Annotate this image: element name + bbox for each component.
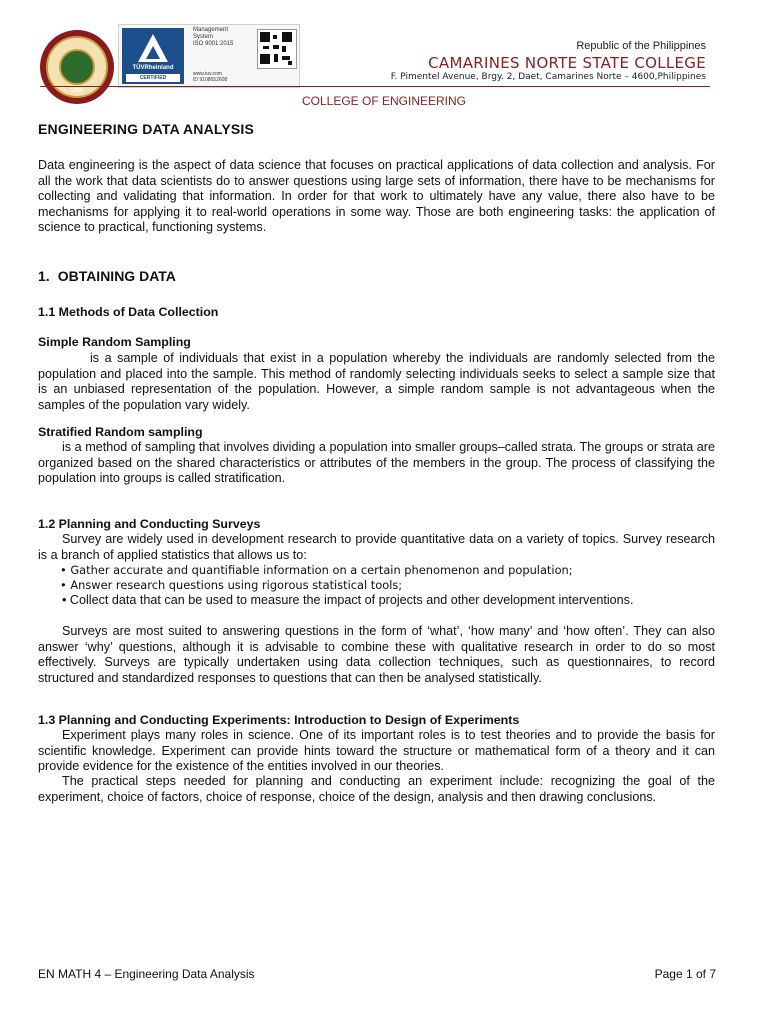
section-1-1-heading: 1.1 Methods of Data Collection	[38, 305, 219, 319]
qr-code-icon	[257, 29, 297, 69]
survey-bullet-3: • Collect data that can be used to measure the impact of projects and other development interventions.	[62, 593, 634, 607]
stratified-sampling-text: is a method of sampling that involves dividing a population into smaller groups–called strata. The groups or strata are organized based on the shared characteristics or attributes of the members in the group. The process of classifying the population into groups is called stratification.	[38, 440, 715, 485]
section-1-3-heading: 1.3 Planning and Conducting Experiments: Introduction to Design of Experiments	[38, 713, 520, 727]
header-divider	[40, 86, 710, 87]
simple-random-sampling-heading: Simple Random Sampling	[38, 335, 191, 349]
experiments-paragraph-2: The practical steps needed for planning and conducting an experiment include: recognizing the goal of the experiment, choice of factors, choice of response, choice of the design, analysis and then drawing conclusions.	[38, 774, 715, 804]
tuv-logo: TÜVRheinland CERTIFIED	[122, 28, 184, 84]
letterhead	[0, 0, 768, 120]
republic-label: Republic of the Philippines	[576, 40, 706, 52]
experiments-paragraph-1: Experiment plays many roles in science. One of its important roles is to test theories and to provide the basis for scientific knowledge. Experiment can provide hints toward the structure or mathematical form of a theory and it can provide evidence for the existence of the entities involved in our theories.	[38, 728, 715, 773]
department-name: COLLEGE OF ENGINEERING	[301, 94, 467, 108]
college-address: F. Pimentel Avenue, Brgy. 2, Daet, Camarines Norte – 4600,Philippines	[390, 72, 706, 82]
document-title: ENGINEERING DATA ANALYSIS	[38, 121, 255, 137]
college-name: CAMARINES NORTE STATE COLLEGE	[428, 54, 706, 72]
simple-random-sampling-text: is a sample of individuals that exist in a population whereby the individuals are randomly selected from the population and placed into the sample. This method of randomly selecting individuals seeks to select a sample size that is an unbiased representation of the population. However, a simple random sample is not advantageous when the samples of the population vary widely.	[38, 351, 715, 412]
seal-year: 1992	[70, 88, 84, 94]
footer-page-number: Page 1 of 7	[654, 967, 716, 981]
survey-bullet-1: • Gather accurate and quantifiable information on a certain phenomenon and population;	[60, 563, 573, 577]
footer-course-title: EN MATH 4 – Engineering Data Analysis	[38, 967, 255, 981]
section-1-2-heading: 1.2 Planning and Conducting Surveys	[38, 517, 261, 531]
intro-paragraph: Data engineering is the aspect of data science that focuses on practical applications of data collection and analysis. For all the work that data scientists do to answer questions using large sets of information, there have to be mechanisms for collecting and validating that information. In order for that work to ultimately have any value, there also have to be mechanisms for applying it to real-world operations in some way. Those are both engineering tasks: the application of science to practical, functioning systems.	[38, 158, 715, 234]
cert-id: www.tuv.com ID 9108652608	[193, 71, 228, 83]
cert-text: Management System ISO 9001:2015	[193, 27, 234, 47]
surveys-intro-text: Survey are widely used in development research to provide quantitative data on a variety of topics. Survey research is a branch of applied statistics that allows us to:	[38, 532, 715, 562]
surveys-paragraph-2: Surveys are most suited to answering questions in the form of ‘what’, ‘how many’ and ‘how often’. They can also answer ‘why’ questions, although it is advisable to combine these with qualitative research in order to do so most effectively. Surveys are typically undertaken using data collection techniques, such as questionnaires, to record structured and standardized responses to questions that can then be analysed statistically.	[38, 624, 715, 685]
iso-certification-badge	[118, 24, 300, 88]
section-1-heading: 1. OBTAINING DATA	[38, 268, 176, 284]
college-seal-logo	[40, 30, 114, 104]
stratified-sampling-heading: Stratified Random sampling	[38, 425, 203, 439]
survey-bullet-2: • Answer research questions using rigorous statistical tools;	[60, 578, 403, 592]
